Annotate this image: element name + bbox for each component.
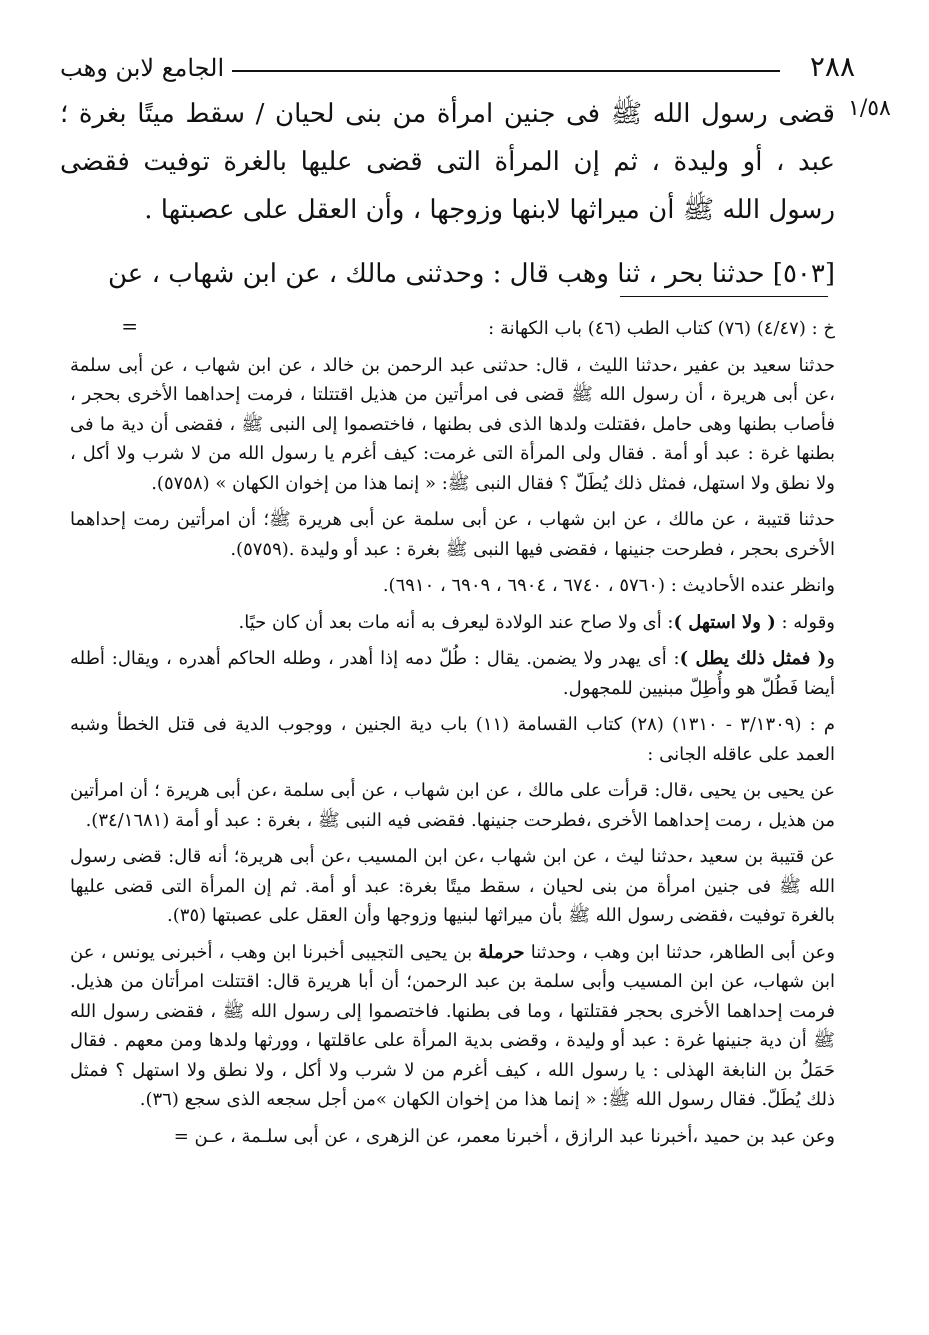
footnote-source: م : (٣/١٣٠٩ - ١٣١٠) (٢٨) كتاب القسامة (١١) باب دية الجنين ، ووجوب الدية فى قتل الخطأ وشبه العمد على عاقله الجانى : <box>70 714 835 765</box>
gloss-prefix: و <box>826 648 835 669</box>
header-rule <box>232 70 780 72</box>
main-text <box>60 90 835 298</box>
running-title: الجامع لابن وهب <box>60 54 225 82</box>
continuation-mark: = <box>121 314 138 338</box>
footnote-paragraph: وعن عبد بن حميد ،أخبرنا عبد الرازق ، أخبرنا معمر، عن الزهرى ، عن أبى سلـمة ، عـن = <box>173 1125 835 1147</box>
footnote-gloss <box>70 644 835 703</box>
footnote-source: خ : (٤/٤٧) (٧٦) كتاب الطب (٤٦) باب الكهانة : <box>488 318 835 339</box>
gloss-prefix: وقوله : <box>781 611 835 633</box>
narrator-name: حرملة <box>478 941 525 963</box>
gloss-text: : أى يهدر ولا يضمن. يقال : طُلّ دمه إذا أهدر ، وطله الحاكم أهدره ، ويقال: أطله أيضا فَطُلّ هو وأُطِلّ مبنيين للمجهول. <box>70 648 835 699</box>
footnotes <box>70 314 835 1158</box>
footnote-paragraph: عن يحيى بن يحيى ،قال: قرأت على مالك ، عن ابن شهاب ، عن أبى سلمة ،عن أبى هريرة ؛ أن امرأتين من هذيل ، رمت إحداهما الأخرى ،فطرحت جنينها. فقضى فيه النبى ﷺ ، بغرة : عبد أو أمة (٣٤/١٦٨١). <box>70 780 835 831</box>
paragraph-rest: بن يحيى التجيبى أخبرنا ابن وهب ، أخبرنى يونس ، عن ابن شهاب، عن ابن المسيب وأبى سلمة بن عبد الرحمن؛ أن أبا هريرة قال: اقتتلت امرأتان من هذيل. فرمت إحداهما الأخرى بحجر فقتلتها ، وما فى بطنها. فاختصموا إلى رسول الله ﷺ ، فقضى رسول الله ﷺ أن دية جنينها غرة : عبد أو وليدة ، وقضى بدية المرأة على عاقلتها ، وورثها ولدها ومن معهم . فقال حَمَلُ بن النابغة الهذلى : يا رسول الله ، كيف أغرم من لا شرب ولا أكل ، ولا نطق ولا استهل ؟ فمثل ذلك يُطَلّ. فقال رسول الله ﷺ: « إنما هذا من إخوان الكهان »من أجل سجعه الذى سجع (٣٦). <box>70 941 835 1110</box>
gloss-text: : أى ولا صاح عند الولادة ليعرف به أنه مات بعد أن كان حيًا. <box>238 611 674 633</box>
footnote-paragraph: حدثنا سعيد بن عفير ،حدثنا الليث ، قال: حدثنى عبد الرحمن بن خالد ، عن ابن شهاب ، عن أبى سلمة ،عن أبى هريرة ، أن رسول الله ﷺ قضى فى امرأتين من هذيل اقتتلتا ، فرمت إحداهما الأخرى بحجر ، فأصاب بطنها وهى حامل ،فقتلت ولدها الذى فى بطنها ، فاختصموا إلى النبى ﷺ ، فقضى أن دية ما فى بطنها غرة : عبد أو أمة . فقال ولى المرأة التى غرمت: كيف أغرم يا رسول الله من لا شرب ولا أكل ، ولا نطق ولا استهل، فمثل ذلك يُطَلّ ؟ فقال النبى ﷺ: « إنما هذا من إخوان الكهان » (٥٧٥٨). <box>70 354 835 494</box>
footnote-paragraph: حدثنا قتيبة ، عن مالك ، عن ابن شهاب ، عن أبى سلمة عن أبى هريرة ﷺ؛ أن امرأتين رمت إحداهما الأخرى بحجر ، فطرحت جنينها ، فقضى فيها النبى ﷺ بغرة : عبد أو وليدة .(٥٧٥٩). <box>70 509 835 560</box>
page-number: ٢٨٨ <box>809 50 855 83</box>
footnote-gloss <box>70 608 835 638</box>
gloss-term: ( ولا استهل ) <box>673 611 776 633</box>
hadith-paragraph: [٥٠٣] حدثنا بحر ، ثنا وهب قال : وحدثنى مالك ، عن ابن شهاب ، عن <box>108 259 835 289</box>
margin-reference: ١/٥٨ <box>848 96 891 121</box>
paragraph-start: وعن أبى الطاهر، حدثنا ابن وهب ، وحدثنا <box>530 941 835 963</box>
gloss-term: ( فمثل ذلك يطل ) <box>679 648 827 669</box>
main-paragraph: قضى رسول الله ﷺ فى جنين امرأة من بنى لحيان / سقط ميتًا بغرة ؛ عبد ، أو وليدة ، ثم إن المرأة التى قضى عليها بالغرة توفيت فقضى رسول الله ﷺ أن ميراثها لابنها وزوجها ، وأن العقل على عصبتها . <box>60 99 835 225</box>
footnote-paragraph <box>70 938 835 1115</box>
footnote-paragraph: عن قتيبة بن سعيد ،حدثنا ليث ، عن ابن شهاب ،عن ابن المسيب ،عن أبى هريرة؛ أنه قال: قضى رسول الله ﷺ فى جنين امرأة من بنى لحيان ، سقط ميتًا بغرة: عبد أو أمة. ثم إن المرأة التى قضى عليها بالغرة توفيت ،فقضى رسول الله ﷺ بأن ميراثها لبنيها وزوجها وأن العقل على عصبتها (٣٥). <box>70 846 835 926</box>
footnote-separator <box>620 296 828 297</box>
footnote-paragraph: وانظر عنده الأحاديث : (٥٧٦٠ ، ٦٧٤٠ ، ٦٩٠٤ ، ٦٩٠٩ ، ٦٩١٠). <box>382 575 835 596</box>
